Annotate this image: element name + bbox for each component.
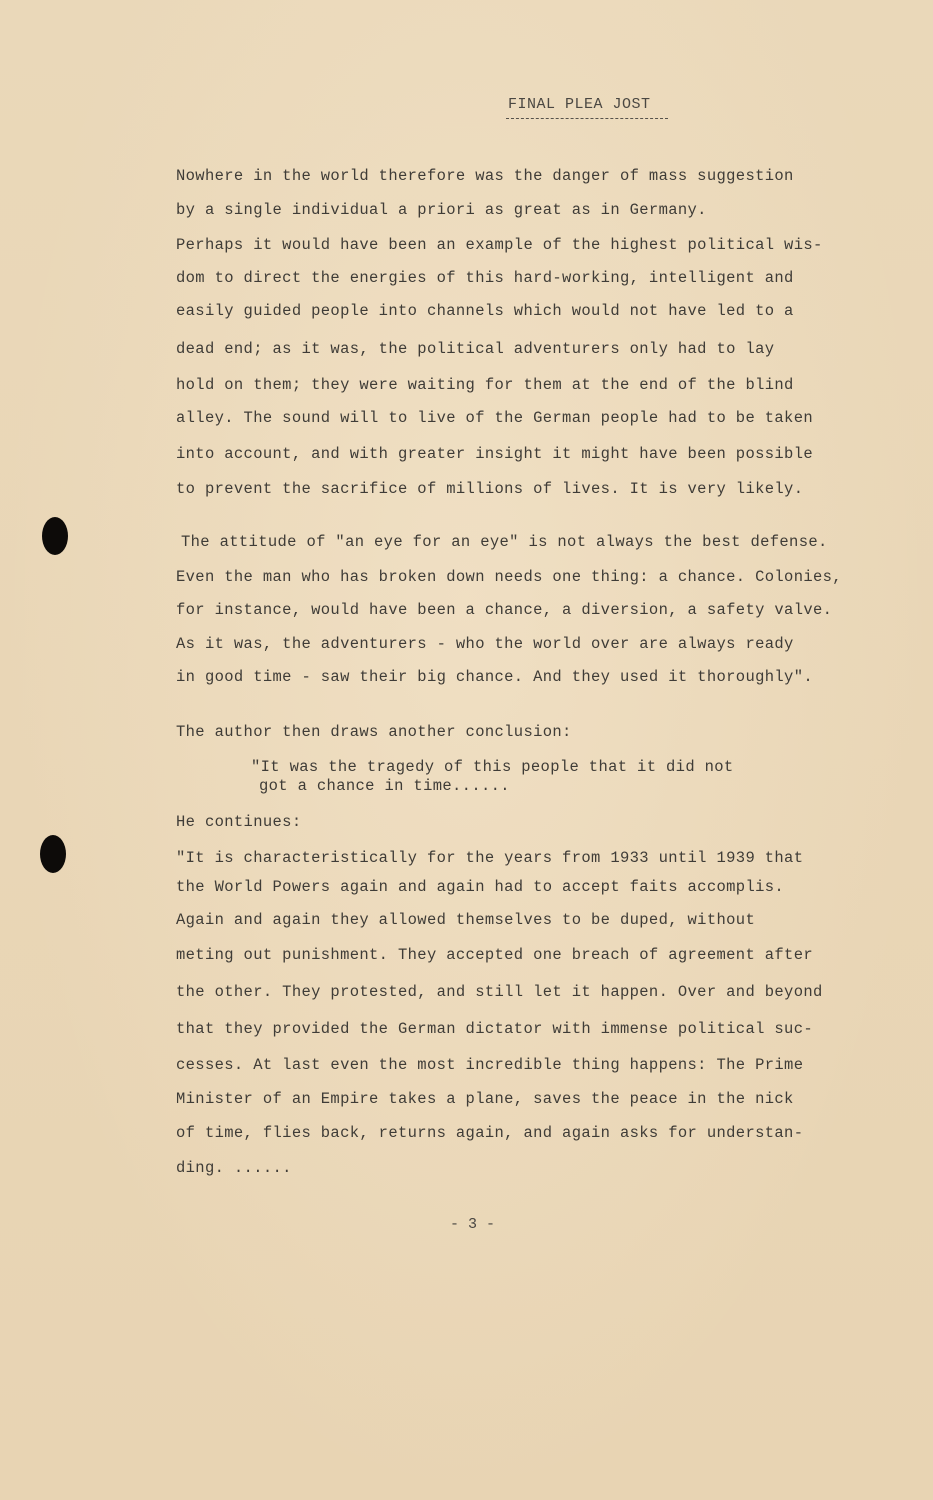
text-line: alley. The sound will to live of the German people had to be taken [176,409,813,427]
text-line: dom to direct the energies of this hard-working, intelligent and [176,269,794,287]
text-line: As it was, the adventurers - who the world over are always ready [176,635,794,653]
quote-line: "It was the tragedy of this people that it did not [251,758,734,776]
text-line: for instance, would have been a chance, a diversion, a safety valve. [176,601,833,619]
text-line: cesses. At last even the most incredible thing happens: The Prime [176,1056,804,1074]
text-line: into account, and with greater insight it might have been possible [176,445,813,463]
text-line: dead end; as it was, the political adventurers only had to lay [176,340,775,358]
binder-punch-hole [40,835,66,873]
text-line: of time, flies back, returns again, and again asks for understan- [176,1124,804,1142]
text-line: hold on them; they were waiting for them at the end of the blind [176,376,794,394]
text-line: to prevent the sacrifice of millions of lives. It is very likely. [176,480,804,498]
header-underline [506,118,668,119]
text-line: easily guided people into channels which would not have led to a [176,302,794,320]
text-line: Again and again they allowed themselves to be duped, without [176,911,756,929]
text-line: ding. ...... [176,1159,292,1177]
binder-punch-hole [42,517,68,555]
text-line: meting out punishment. They accepted one breach of agreement after [176,946,813,964]
quote-line: got a chance in time...... [259,777,510,795]
text-line: Minister of an Empire takes a plane, saves the peace in the nick [176,1090,794,1108]
text-line: the other. They protested, and still let it happen. Over and beyond [176,983,823,1001]
text-line: The attitude of "an eye for an eye" is not always the best defense. [181,533,828,551]
text-line: "It is characteristically for the years from 1933 until 1939 that [176,849,804,867]
text-line: the World Powers again and again had to accept faits accomplis. [176,878,785,896]
text-line: in good time - saw their big chance. And they used it thoroughly". [176,668,813,686]
document-header-title: FINAL PLEA JOST [508,96,651,113]
text-line: Nowhere in the world therefore was the danger of mass suggestion [176,167,794,185]
text-line: He continues: [176,813,302,831]
text-line: The author then draws another conclusion: [176,723,572,741]
text-line: by a single individual a priori as great as in Germany. [176,201,707,219]
text-line: Perhaps it would have been an example of the highest political wis- [176,236,823,254]
text-line: Even the man who has broken down needs one thing: a chance. Colonies, [176,568,842,586]
text-line: that they provided the German dictator with immense political suc- [176,1020,813,1038]
page-number: - 3 - [450,1216,496,1233]
